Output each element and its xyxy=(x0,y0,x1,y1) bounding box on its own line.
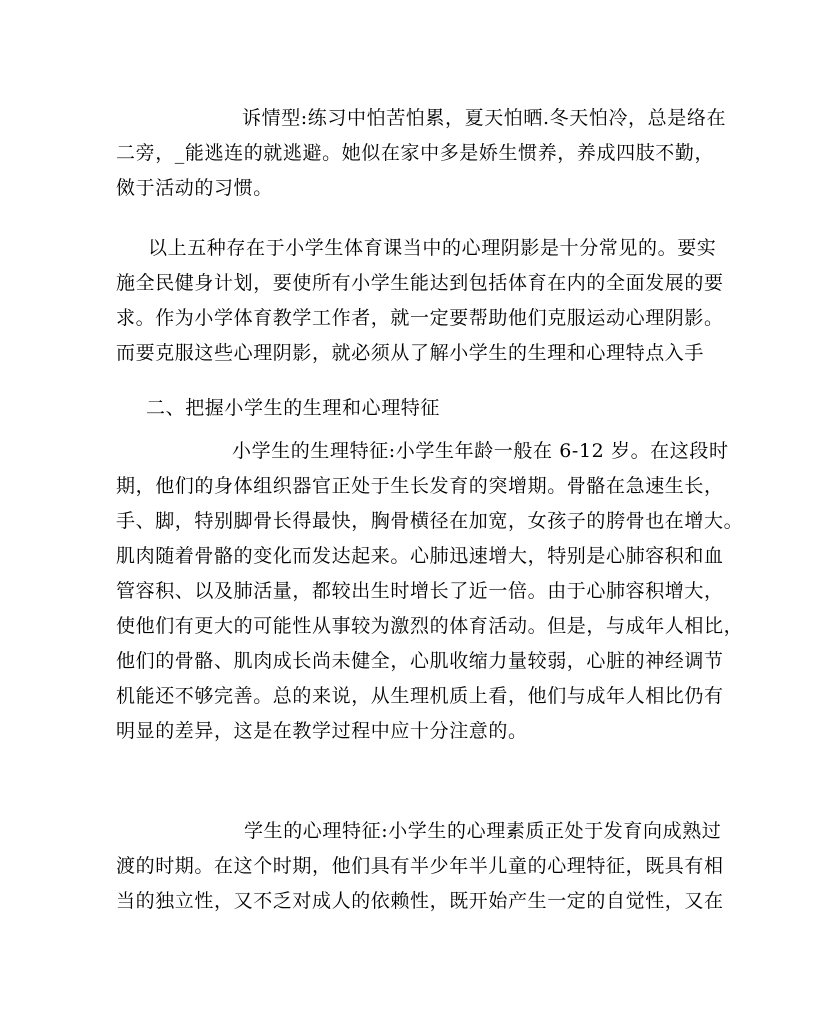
text-line: 学生的心理特征:小学生的心理素质正处于发育向成熟过 xyxy=(244,820,722,842)
heading-text: 二、把握小学生的生理和心理特征 xyxy=(146,397,441,419)
text-line: 而要克服这些心理阴影，就必须从了解小学生的生理和心理特点入手 xyxy=(116,342,705,364)
text-line: 二旁，_能逃连的就逃避。她似在家中多是娇生惯养，养成四肢不勤， xyxy=(116,142,715,164)
text-line: 他们的骨骼、肌肉成长尚未健全，心肌收缩力量较弱，心脏的神经调节 xyxy=(116,650,724,672)
text-line: 诉情型:练习中怕苦怕累，夏天怕晒.冬天怕冷，总是络在 xyxy=(242,107,727,129)
text-line: 肌肉随着骨骼的变化而发达起来。心肺迅速增大，特别是心肺容积和血 xyxy=(116,545,724,567)
paragraph-physiological-traits xyxy=(116,434,744,749)
text-line: 使他们有更大的可能性从事较为激烈的体育活动。但是，与成年人相比， xyxy=(116,615,744,637)
text-line: 求。作为小学体育教学工作者，就一定要帮助他们克服运动心理阴影。 xyxy=(116,307,724,329)
paragraph-psychological-traits xyxy=(116,814,724,919)
text-line: 以上五种存在于小学生体育课当中的心理阴影是十分常见的。要实 xyxy=(148,237,717,259)
section-heading xyxy=(116,391,704,426)
paragraph-emotional-type xyxy=(116,101,727,206)
text-line: 傚于活动的习惯。 xyxy=(116,177,273,199)
text-line: 机能还不够完善。总的来说，从生理机质上看，他们与成年人相比仍有 xyxy=(116,685,724,707)
paragraph-summary xyxy=(116,231,724,371)
text-line: 小学生的生理特征:小学生年龄一般在 6-12 岁。在这段时 xyxy=(232,440,729,462)
text-line: 管容积、以及肺活量，都较出生时增长了近一倍。由于心肺容积增大， xyxy=(116,580,724,602)
text-line: 期，他们的身体组织器官正处于生长发育的突增期。骨骼在急速生长， xyxy=(116,475,724,497)
text-line: 渡的时期。在这个时期，他们具有半少年半儿童的心理特征，既具有相 xyxy=(116,855,724,877)
text-line: 手、脚，特别脚骨长得最快，胸骨横径在加宽，女孩子的胯骨也在增大。 xyxy=(116,510,744,532)
text-line: 当的独立性，又不乏对成人的依赖性，既开始产生一定的自觉性，又在 xyxy=(116,890,724,912)
text-line: 施全民健身计划，要使所有小学生能达到包括体育在内的全面发展的要 xyxy=(116,272,724,294)
text-line: 明显的差异，这是在教学过程中应十分注意的。 xyxy=(116,720,528,742)
